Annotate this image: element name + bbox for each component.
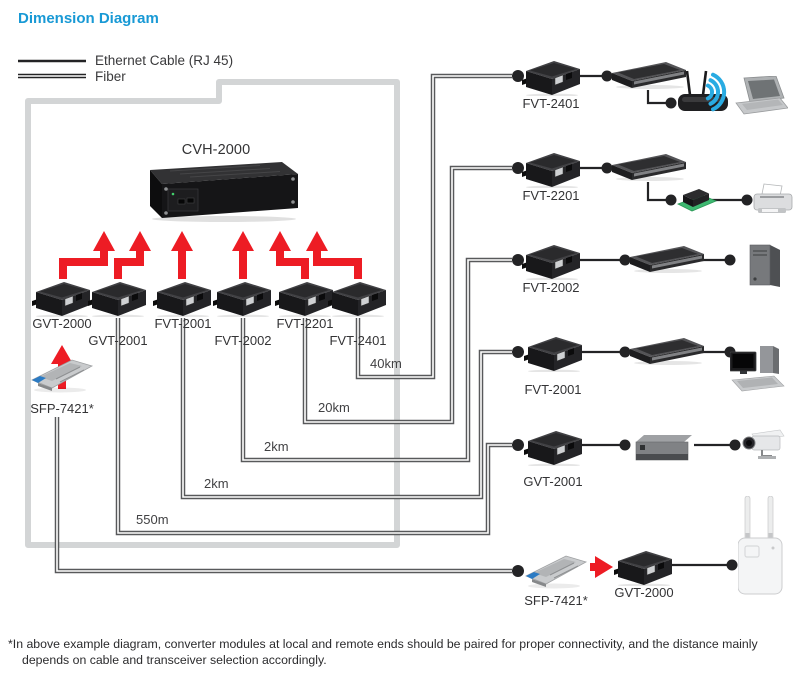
distance-label-20km: 20km (318, 400, 350, 415)
module-label-fvt-2401: FVT-2401 (329, 333, 387, 348)
print-server-icon (678, 189, 716, 211)
media-converter-gvt-2000-icon (32, 282, 90, 318)
media-converter-fvt-2401-icon (328, 282, 386, 318)
desktop-tower-icon (750, 245, 780, 287)
sfp-7421-remote-icon (526, 556, 586, 589)
distance-label-2km-b: 2km (204, 476, 229, 491)
distance-label-550m: 550m (136, 512, 169, 527)
workstation-icon (730, 346, 784, 391)
rack-switch-icon (612, 62, 686, 89)
connection-dots (512, 70, 753, 577)
remote-converter-fvt-2401-icon (522, 61, 580, 97)
footnote-line-2: depends on cable and transceiver selection accordingly. (22, 653, 327, 667)
remote-label-sfp-7421: SFP-7421* (524, 593, 588, 608)
module-label-fvt-2201: FVT-2201 (276, 316, 334, 331)
remote-converter-gvt-2001-icon (524, 431, 582, 467)
remote-label-fvt-2002: FVT-2002 (522, 280, 580, 295)
fiber-link-40km (358, 76, 512, 377)
chassis-cvh-2000-image (150, 162, 298, 222)
module-label-gvt-2000: GVT-2000 (32, 316, 92, 331)
printer-icon (754, 184, 792, 213)
remote-converter-fvt-2002-icon (522, 245, 580, 281)
media-converter-fvt-2002-icon (213, 282, 271, 318)
outdoor-access-point-icon (738, 496, 782, 594)
remote-converter-gvt-2000-icon (614, 551, 672, 587)
remote-converter-fvt-2001-icon (524, 337, 582, 373)
media-converter-gvt-2001-icon (88, 282, 146, 318)
remote-label-fvt-2201: FVT-2201 (522, 188, 580, 203)
module-label-gvt-2001: GVT-2001 (88, 333, 148, 348)
remote-converter-fvt-2201-icon (522, 153, 580, 189)
legend-label-ethernet: Ethernet Cable (RJ 45) (95, 53, 234, 68)
media-converter-fvt-2201-icon (275, 282, 333, 318)
remote-label-fvt-2401: FVT-2401 (522, 96, 580, 111)
remote-label-fvt-2001: FVT-2001 (524, 382, 582, 397)
media-converter-fvt-2001-icon (153, 282, 211, 318)
chassis-label: CVH-2000 (181, 142, 251, 158)
rack-switch-icon (630, 338, 704, 365)
ethernet-lines (570, 76, 742, 565)
module-label-fvt-2002: FVT-2002 (214, 333, 272, 348)
remote-label-gvt-2001: GVT-2001 (523, 474, 583, 489)
laptop-icon (736, 76, 788, 114)
footnote-line-1: *In above example diagram, converter modules at local and remote ends should be paired for proper connectivity, and the distance mainly (8, 637, 758, 651)
distance-label-2km-a: 2km (264, 439, 289, 454)
module-label-sfp-7421: SFP-7421* (30, 401, 94, 416)
page-title: Dimension Diagram (18, 10, 159, 27)
box-camera-icon (743, 430, 784, 459)
sfp-to-gvt2000-arrow (595, 556, 613, 578)
module-label-fvt-2001: FVT-2001 (154, 316, 212, 331)
rack-switch-icon (612, 154, 686, 181)
distance-label-40km: 40km (370, 356, 402, 371)
sfp-7421-local-icon (32, 360, 92, 393)
legend-label-fiber: Fiber (95, 69, 126, 84)
remote-label-gvt-2000: GVT-2000 (614, 585, 674, 600)
video-server-icon (636, 435, 692, 460)
rack-switch-icon (630, 246, 704, 273)
